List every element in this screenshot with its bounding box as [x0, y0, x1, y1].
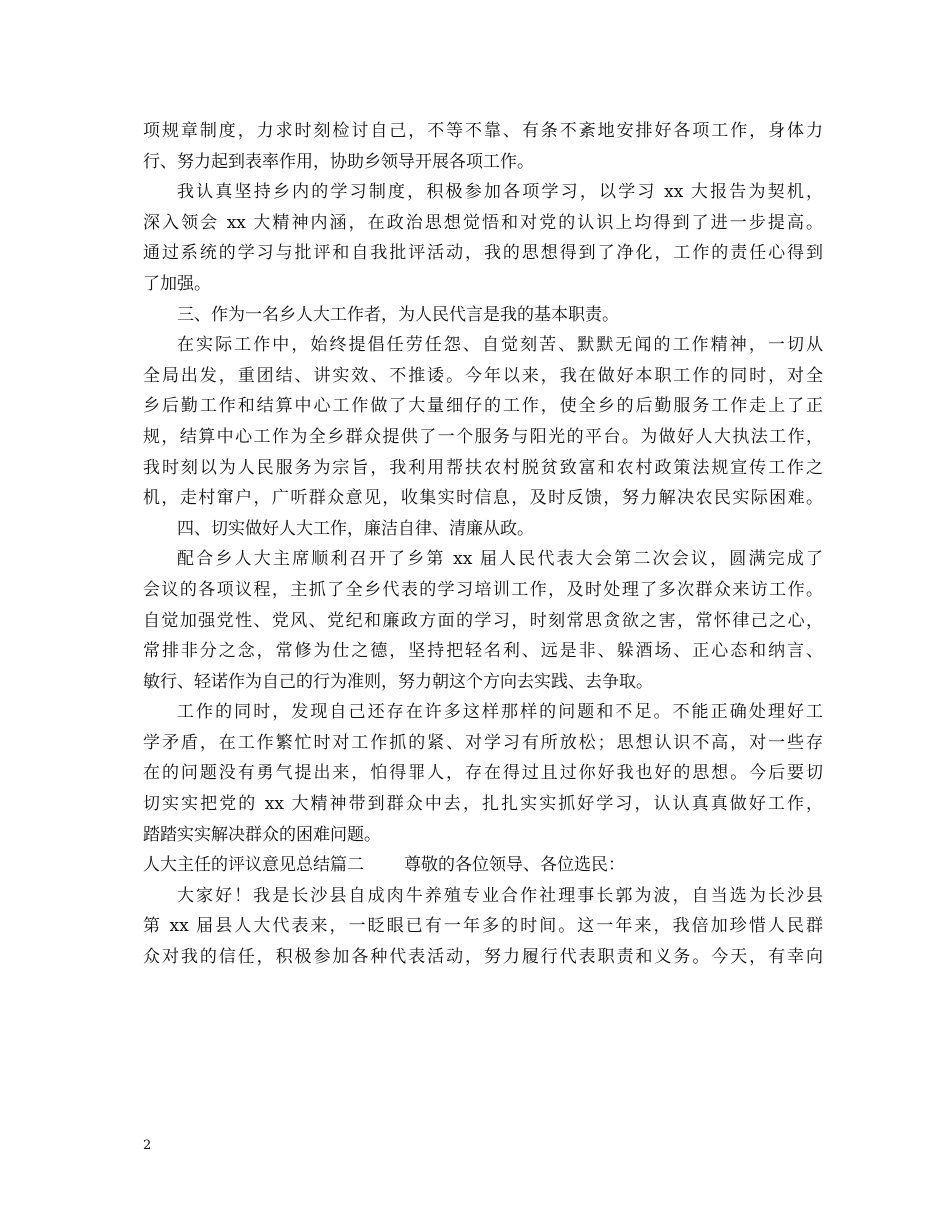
text-line: 我时刻以为人民服务为宗旨，我利用帮扶农村脱贫致富和农村政策法规宣传工作之 [143, 457, 823, 478]
text-line: 我认真坚持乡内的学习制度，积极参加各项学习，以学习 xx 大报告为契机， [177, 182, 823, 203]
text-line: 了加强。 [143, 273, 211, 294]
text-line: 项规章制度，力求时刻检讨自己，不等不靠、有条不紊地安排好各项工作，身体力 [143, 121, 823, 141]
text-line: 深入领会 xx 大精神内涵，在政治思想觉悟和对党的认识上均得到了进一步提高。 [143, 212, 823, 233]
text-line: 四、切实做好人大工作，廉洁自律、清廉从政。 [177, 518, 534, 539]
salutation: 尊敬的各位领导、各位选民： [404, 855, 625, 876]
section-heading-line [143, 850, 823, 881]
text-line: 乡后勤工作和结算中心工作做了大量细仔的工作，使全乡的后勤服务工作走上了正 [143, 396, 823, 417]
text-line: 工作的同时，发现自己还存在许多这样那样的问题和不足。不能正确处理好工 [177, 702, 823, 723]
text-line: 通过系统的学习与批评和自我批评活动，我的思想得到了净化，工作的责任心得到 [143, 243, 823, 264]
text-line: 机，走村窜户，广听群众意见，收集实时信息，及时反馈，努力解决农民实际困难。 [143, 488, 823, 509]
text-line: 学矛盾，在工作繁忙时对工作抓的紧、对学习有所放松；思想认识不高，对一些存 [143, 732, 823, 753]
text-line: 在的问题没有勇气提出来，怕得罪人，存在得过且过你好我也好的思想。今后要切 [143, 763, 823, 784]
document-body [143, 116, 823, 973]
text-line: 切实实把党的 xx 大精神带到群众中去，扎扎实实抓好学习，认认真真做好工作， [143, 794, 823, 815]
page-number: 2 [143, 1138, 152, 1153]
text-line: 在实际工作中，始终提倡任劳任怨、自觉刻苦、默默无闻的工作精神，一切从 [177, 335, 823, 356]
text-line: 行、努力起到表率作用，协助乡领导开展各项工作。 [143, 151, 534, 172]
text-line: 会议的各项议程，主抓了全乡代表的学习培训工作，及时处理了多次群众来访工作。 [143, 579, 823, 600]
text-line: 规，结算中心工作为全乡群众提供了一个服务与阳光的平台。为做好人大执法工作， [143, 426, 823, 447]
text-line: 三、作为一名乡人大工作者，为人民代言是我的基本职责。 [177, 304, 619, 325]
text-line: 敏行、轻诺作为自己的行为准则，努力朝这个方向去实践、去争取。 [143, 671, 653, 692]
text-line: 踏踏实实解决群众的困难问题。 [143, 824, 381, 845]
text-line: 常排非分之念，常修为仕之德，坚持把轻名利、远是非、躲酒场、正心态和纳言、 [143, 641, 823, 662]
text-line: 众对我的信任，积极参加各种代表活动，努力履行代表职责和义务。今天，有幸向 [143, 947, 823, 968]
text-line: 全局出发，重团结、讲实效、不推诿。今年以来，我在做好本职工作的同时，对全 [143, 365, 823, 386]
text-line: 大家好！我是长沙县自成肉牛养殖专业合作社理事长郭为波，自当选为长沙县 [177, 885, 823, 906]
text-line: 自觉加强党性、党风、党纪和廉政方面的学习，时刻常思贪欲之害，常怀律己之心， [143, 610, 823, 631]
text-line: 第 xx 届县人大代表来，一眨眼已有一年多的时间。这一年来，我倍加珍惜人民群 [143, 916, 823, 937]
section-title: 人大主任的评议意见总结篇二 [143, 855, 364, 876]
text-line: 配合乡人大主席顺利召开了乡第 xx 届人民代表大会第二次会议，圆满完成了 [177, 549, 823, 570]
